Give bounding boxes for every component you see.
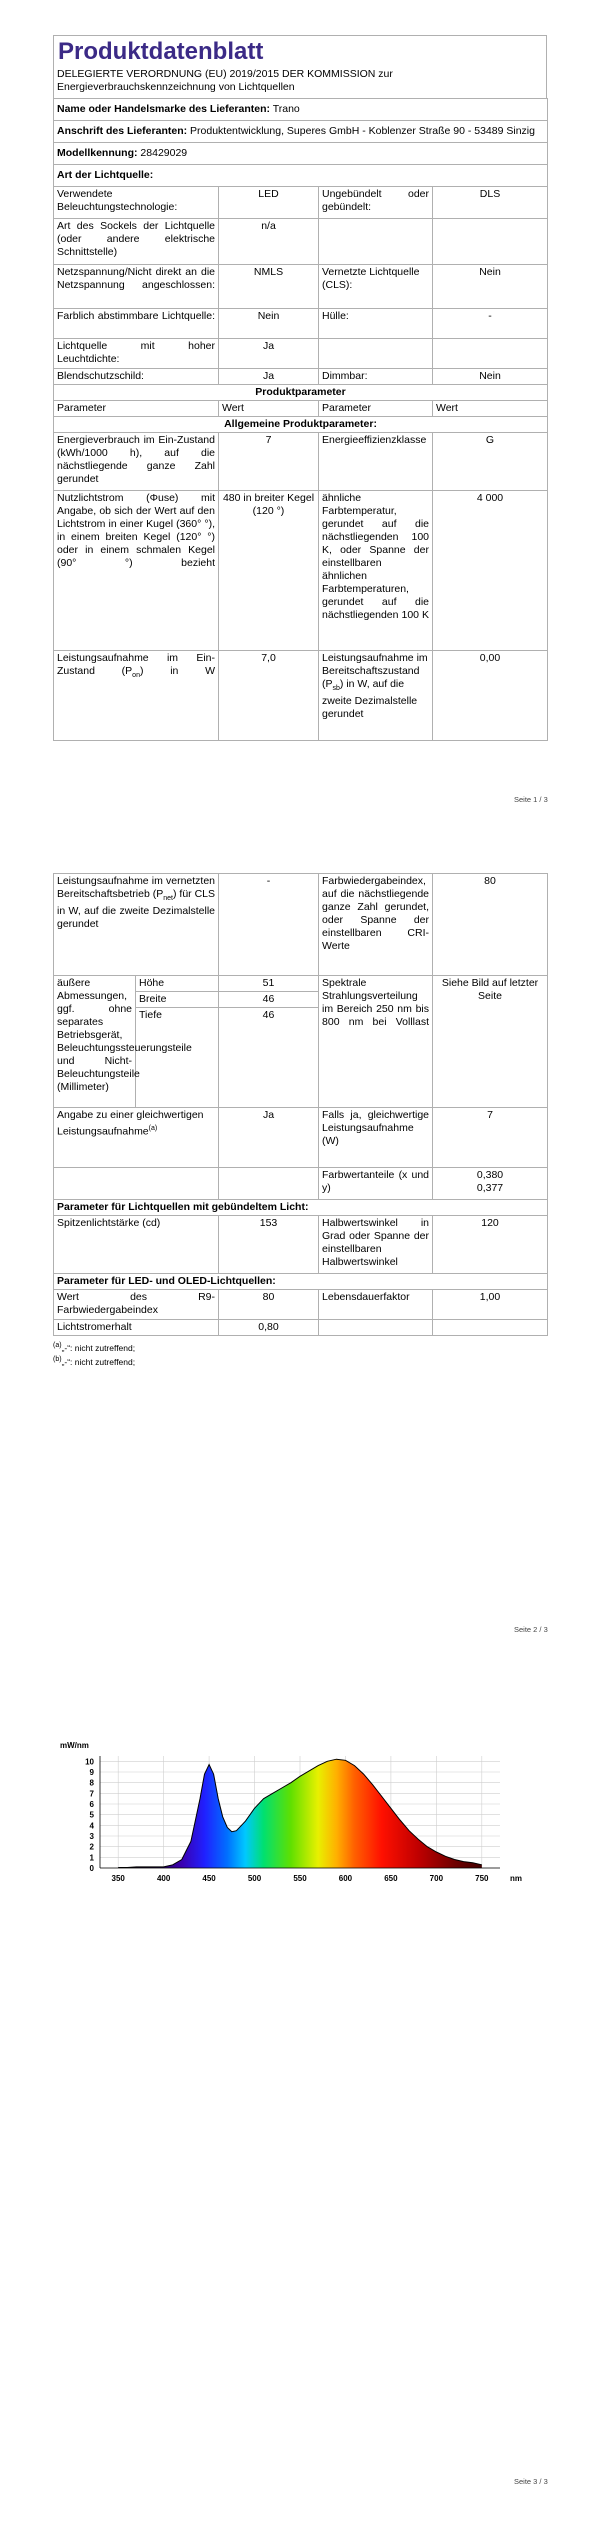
color-value: Nein [219, 309, 319, 339]
page-number-1: Seite 1 / 3 [514, 795, 548, 804]
pnet-value: - [219, 874, 319, 976]
page-3 [0, 1700, 595, 2523]
connected-value: Nein [433, 265, 548, 309]
glare-label: Blendschutzschild: [54, 369, 219, 385]
x-tick-label: 750 [475, 1874, 489, 1883]
peak-value: 153 [219, 1216, 319, 1274]
glare-value: Ja [219, 369, 319, 385]
y-tick-label: 4 [89, 1821, 94, 1831]
x-tick-label: 500 [247, 1874, 262, 1883]
general-heading: Allgemeine Produktparameter: [54, 417, 548, 433]
footnotes [53, 1340, 547, 1368]
spectral-distribution-chart [0, 1720, 595, 1920]
survival-label: Lebensdauerfaktor [319, 1290, 433, 1320]
product-params-heading: Produktparameter [54, 385, 548, 401]
depth-value: 46 [219, 1008, 319, 1108]
page-number-3: Seite 3 / 3 [514, 2477, 548, 2486]
footnote-b: $^{(b)}$„-“: nicht zutreffend; [53, 1355, 136, 1367]
cri-value: 80 [433, 874, 548, 976]
equiv-value: Ja [219, 1108, 319, 1168]
y-axis-label: mW/nm [60, 1741, 89, 1750]
x-axis-label: nm [510, 1874, 522, 1883]
color-label: Farblich abstimmbare Lichtquelle: [54, 309, 219, 339]
equiv-w-value: 7 [433, 1108, 548, 1168]
x-tick-label: 600 [338, 1874, 353, 1883]
address-label: Anschrift des Lieferanten: [57, 125, 188, 137]
r9-label: Wert des R9-Farbwiedergabeindex [54, 1290, 219, 1320]
dims-label: äußere Abmessungen, ggf. ohne separates Betriebsgerät, Beleuchtungssteuerungsteile und Nicht-Beleuchtungsteile (Millimeter) [54, 976, 136, 1108]
param-col-header: Parameter [54, 401, 219, 417]
y-tick-label: 8 [89, 1778, 94, 1788]
page-2 [0, 870, 595, 1650]
depth-label: Tiefe [136, 1008, 219, 1108]
datasheet-table-page-2 [53, 873, 547, 1368]
peak-label: Spitzenlichtstärke (cd) [54, 1216, 219, 1274]
tech-value: LED [219, 187, 319, 219]
x-tick-label: 400 [156, 1874, 171, 1883]
y-tick-label: 3 [89, 1832, 94, 1841]
y-tick-label: 0 [89, 1864, 94, 1873]
cct-value: 4 000 [433, 491, 548, 651]
unbundled-value: DLS [433, 187, 548, 219]
height-value: 51 [219, 976, 319, 992]
eclass-label: Energieeffizienzklasse [319, 433, 433, 491]
mains-label: Netzspannung/Nicht direkt an die Netzspannung angeschlossen: [54, 265, 219, 309]
dimmer-value: Nein [433, 369, 548, 385]
energy-value: 7 [219, 433, 319, 491]
x-tick-label: 350 [111, 1874, 125, 1883]
cct-label: ähnliche Farbtemperatur, gerundet auf die nächstliegenden 100 K, oder Spanne der einstellbaren ähnlichen Farbtemperaturen, gerundet auf die nächstliegenden 100 K [319, 491, 433, 651]
product-table-continued [53, 873, 548, 1336]
r9-value: 80 [219, 1290, 319, 1320]
flux-label: Nutzlichtstrom (Φuse) mit Angabe, ob sich der Wert auf den Lichtstrom in einer Kugel (360° °), in einem breiten Kegel (120° °) oder in einem schmalen Kegel (90° °) bezieht [54, 491, 219, 651]
model-value: 28429029 [140, 147, 188, 159]
envelope-label: Hülle: [319, 309, 433, 339]
supplier-value: Trano [272, 103, 300, 115]
survival-value: 1,00 [433, 1290, 548, 1320]
socket-label: Art des Sockels der Lichtquelle (oder andere elektrische Schnittstelle) [54, 219, 219, 265]
equiv-label: Angabe zu einer gleichwertigen Leistungsaufnahme$^{(a)}$ [54, 1108, 219, 1168]
type-heading: Art der Lichtquelle: [54, 165, 548, 187]
pnet-label: Leistungsaufnahme im vernetzten Bereitschaftsbetrieb $(P_{net})$ für CLS in W, auf die zweite Dezimalstelle gerundet [54, 874, 219, 976]
pon-value: 7,0 [219, 651, 319, 741]
x-tick-label: 450 [202, 1874, 216, 1883]
regulation-text: DELEGIERTE VERORDNUNG (EU) 2019/2015 DER KOMMISSION zur Energieverbrauchskennzeichnung von Lichtquellen [57, 68, 393, 93]
pon-label: Leistungsaufnahme im Ein-Zustand $(P_{on})$ in W [54, 651, 219, 741]
connected-label: Vernetzte Lichtquelle (CLS): [319, 265, 433, 309]
value-col-header: Wert [219, 401, 319, 417]
dimmer-label: Dimmbar: [319, 369, 433, 385]
cri-label: Farbwiedergabeindex, auf die nächstliegende ganze Zahl gerundet, oder Spanne der einstellbaren CRI-Werte [319, 874, 433, 976]
supplier-label: Name oder Handelsmarke des Lieferanten: [57, 103, 270, 115]
spectral-value: Siehe Bild auf letzter Seite [433, 976, 548, 1108]
flux-value: 480 in breiter Kegel (120 °) [219, 491, 319, 651]
title-block [53, 35, 547, 98]
maint-value: 0,80 [219, 1320, 319, 1336]
envelope-value: - [433, 309, 548, 339]
psb-label: Leistungsaufnahme im Bereitschaftszustand $(P_{sb})$ in W, auf die zweite Dezimalstelle gerundet [319, 651, 433, 741]
datasheet-table-page-1 [53, 35, 547, 741]
y-tick-label: 5 [89, 1810, 94, 1820]
directional-heading: Parameter für Lichtquellen mit gebündeltem Licht: [54, 1200, 548, 1216]
beam-value: 120 [433, 1216, 548, 1274]
tech-label: Verwendete Beleuchtungstechnologie: [54, 187, 219, 219]
x-tick-label: 700 [429, 1874, 444, 1883]
model-label: Modellkennung: [57, 147, 138, 159]
address-value: Produktentwicklung, Superes GmbH - Koblenzer Straße 90 - 53489 Sinzig [190, 125, 535, 137]
width-value: 46 [219, 992, 319, 1008]
socket-value: n/a [219, 219, 319, 265]
beam-label: Halbwertswinkel in Grad oder Spanne der einstellbaren Halbwertswinkel [319, 1216, 433, 1274]
mains-value: NMLS [219, 265, 319, 309]
eclass-value: G [433, 433, 548, 491]
y-tick-label: 6 [89, 1800, 94, 1809]
y-tick-label: 10 [85, 1757, 94, 1767]
height-label: Höhe [136, 976, 219, 992]
equiv-w-label: Falls ja, gleichwertige Leistungsaufnahme (W) [319, 1108, 433, 1168]
chroma-value: 0,380 0,377 [433, 1168, 548, 1200]
psb-value: 0,00 [433, 651, 548, 741]
x-tick-label: 550 [293, 1874, 307, 1883]
led-heading: Parameter für LED- und OLED-Lichtquellen: [54, 1274, 548, 1290]
spectral-label: Spektrale Strahlungsverteilung im Bereich 250 nm bis 800 nm bei Volllast [319, 976, 433, 1108]
page-number-2: Seite 2 / 3 [514, 1625, 548, 1634]
maint-label: Lichtstromerhalt [54, 1320, 219, 1336]
energy-label: Energieverbrauch im Ein-Zustand (kWh/1000 h), auf die nächstliegende ganze Zahl gerundet [54, 433, 219, 491]
x-tick-label: 650 [384, 1874, 398, 1883]
highlum-label: Lichtquelle mit hoher Leuchtdichte: [54, 339, 219, 369]
product-table [53, 98, 548, 741]
page-1 [0, 0, 595, 820]
footnote-a: $^{(a)}$„-“: nicht zutreffend; [53, 1342, 136, 1353]
page-title: Produktdatenblatt [58, 38, 264, 65]
unbundled-label: Ungebündelt oder gebündelt: [319, 187, 433, 219]
param-col-header-2: Parameter [319, 401, 433, 417]
chroma-label: Farbwertanteile (x und y) [319, 1168, 433, 1200]
y-tick-label: 7 [89, 1789, 94, 1799]
highlum-value: Ja [219, 339, 319, 369]
width-label: Breite [136, 992, 219, 1008]
y-tick-label: 1 [89, 1853, 94, 1863]
value-col-header-2: Wert [433, 401, 548, 417]
y-tick-label: 9 [89, 1768, 94, 1777]
y-tick-label: 2 [89, 1842, 94, 1852]
